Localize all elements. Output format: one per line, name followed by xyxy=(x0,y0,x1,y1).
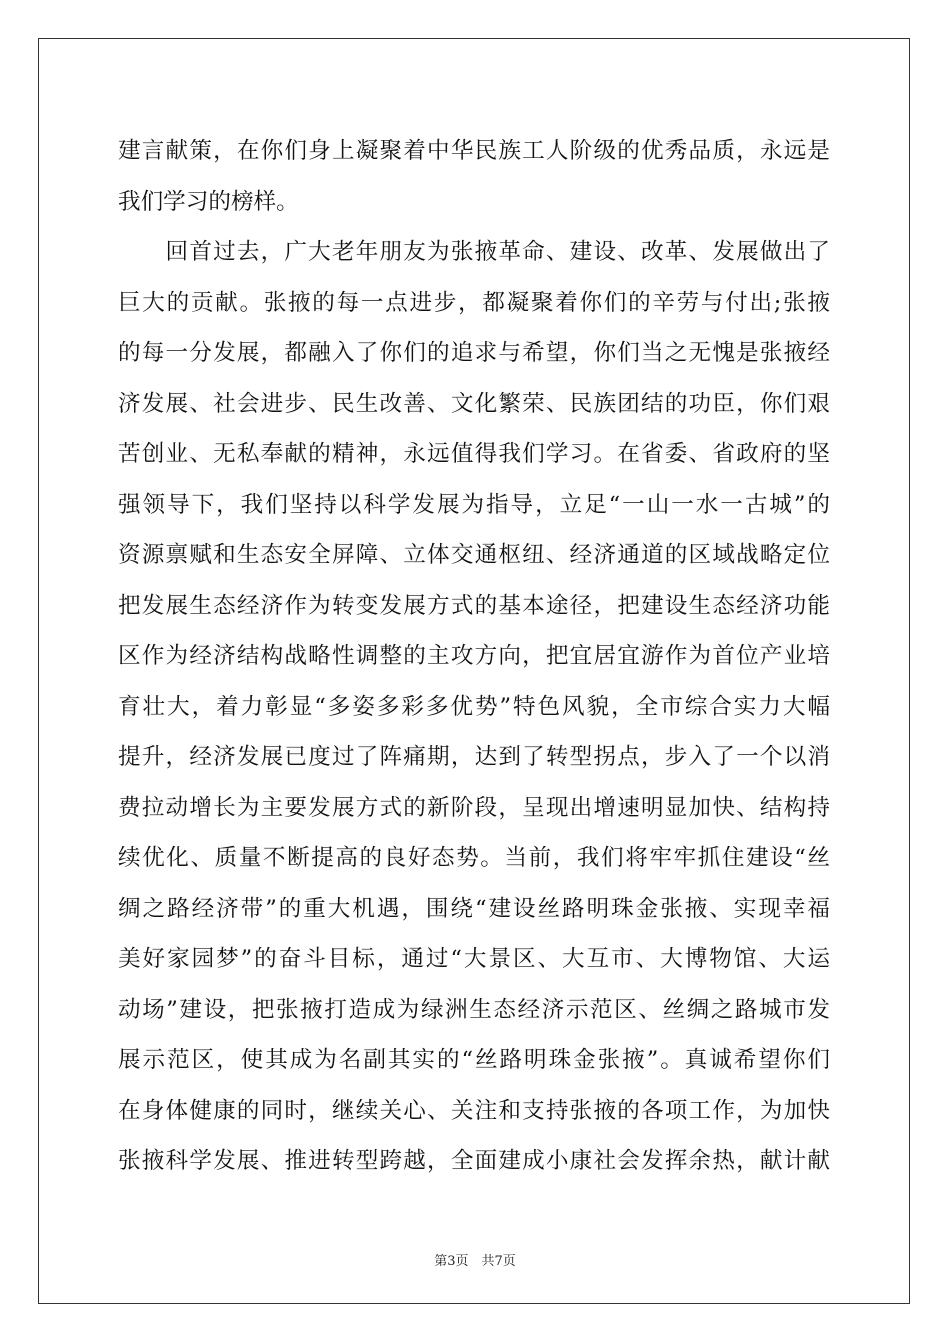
text-line: 绸之路经济带”的重大机遇，围绕“建设丝路明珠金张掖、实现幸福 xyxy=(118,895,830,922)
text-line: 的每一分发展，都融入了你们的追求与希望，你们当之无愧是张掖经 xyxy=(118,340,830,366)
page-number-footer: 第3页 共7页 xyxy=(434,1254,516,1269)
text-line: 提升，经济发展已度过了阵痛期，达到了转型拐点，步入了一个以消 xyxy=(118,744,830,770)
text-line: 苦创业、无私奉献的精神，永远值得我们学习。在省委、省政府的坚 xyxy=(118,441,830,467)
text-line: 济发展、社会进步、民生改善、文化繁荣、民族团结的功臣，你们艰 xyxy=(118,390,830,417)
document-body xyxy=(118,126,830,1187)
text-line: 回首过去，广大老年朋友为张掖革命、建设、改革、发展做出了 xyxy=(118,239,830,265)
text-line: 把发展生态经济作为转变发展方式的基本途径，把建设生态经济功能 xyxy=(118,592,830,619)
text-line: 动场”建设，把张掖打造成为绿洲生态经济示范区、丝绸之路城市发 xyxy=(118,996,830,1023)
text-line: 张掖科学发展、推进转型跨越，全面建成小康社会发挥余热，献计献 xyxy=(118,1148,830,1174)
text-line: 区作为经济结构战略性调整的主攻方向，把宜居宜游作为首位产业培 xyxy=(118,643,830,669)
text-line: 强领导下，我们坚持以科学发展为指导，立足“一山一水一古城”的 xyxy=(118,491,830,518)
text-line: 美好家园梦”的奋斗目标，通过“大景区、大互市、大博物馆、大运 xyxy=(118,946,830,972)
text-line: 续优化、质量不断提高的良好态势。当前，我们将牢牢抓住建设“丝 xyxy=(118,845,830,871)
text-line: 费拉动增长为主要发展方式的新阶段，呈现出增速明显加快、结构持 xyxy=(118,794,830,821)
text-line: 展示范区，使其成为名副其实的“丝路明珠金张掖”。真诚希望你们 xyxy=(118,1047,830,1073)
text-line: 在身体健康的同时，继续关心、关注和支持张掖的各项工作，为加快 xyxy=(118,1097,830,1124)
text-line: 资源禀赋和生态安全屏障、立体交通枢纽、经济通道的区域战略定位 xyxy=(118,542,830,568)
text-line: 巨大的贡献。张掖的每一点进步，都凝聚着你们的辛劳与付出;张掖 xyxy=(118,289,830,316)
text-line: 建言献策，在你们身上凝聚着中华民族工人阶级的优秀品质，永远是 xyxy=(118,138,830,164)
text-line: 我们学习的榜样。 xyxy=(118,188,299,215)
text-line: 育壮大，着力彰显“多姿多彩多优势”特色风貌，全市综合实力大幅 xyxy=(118,693,830,720)
